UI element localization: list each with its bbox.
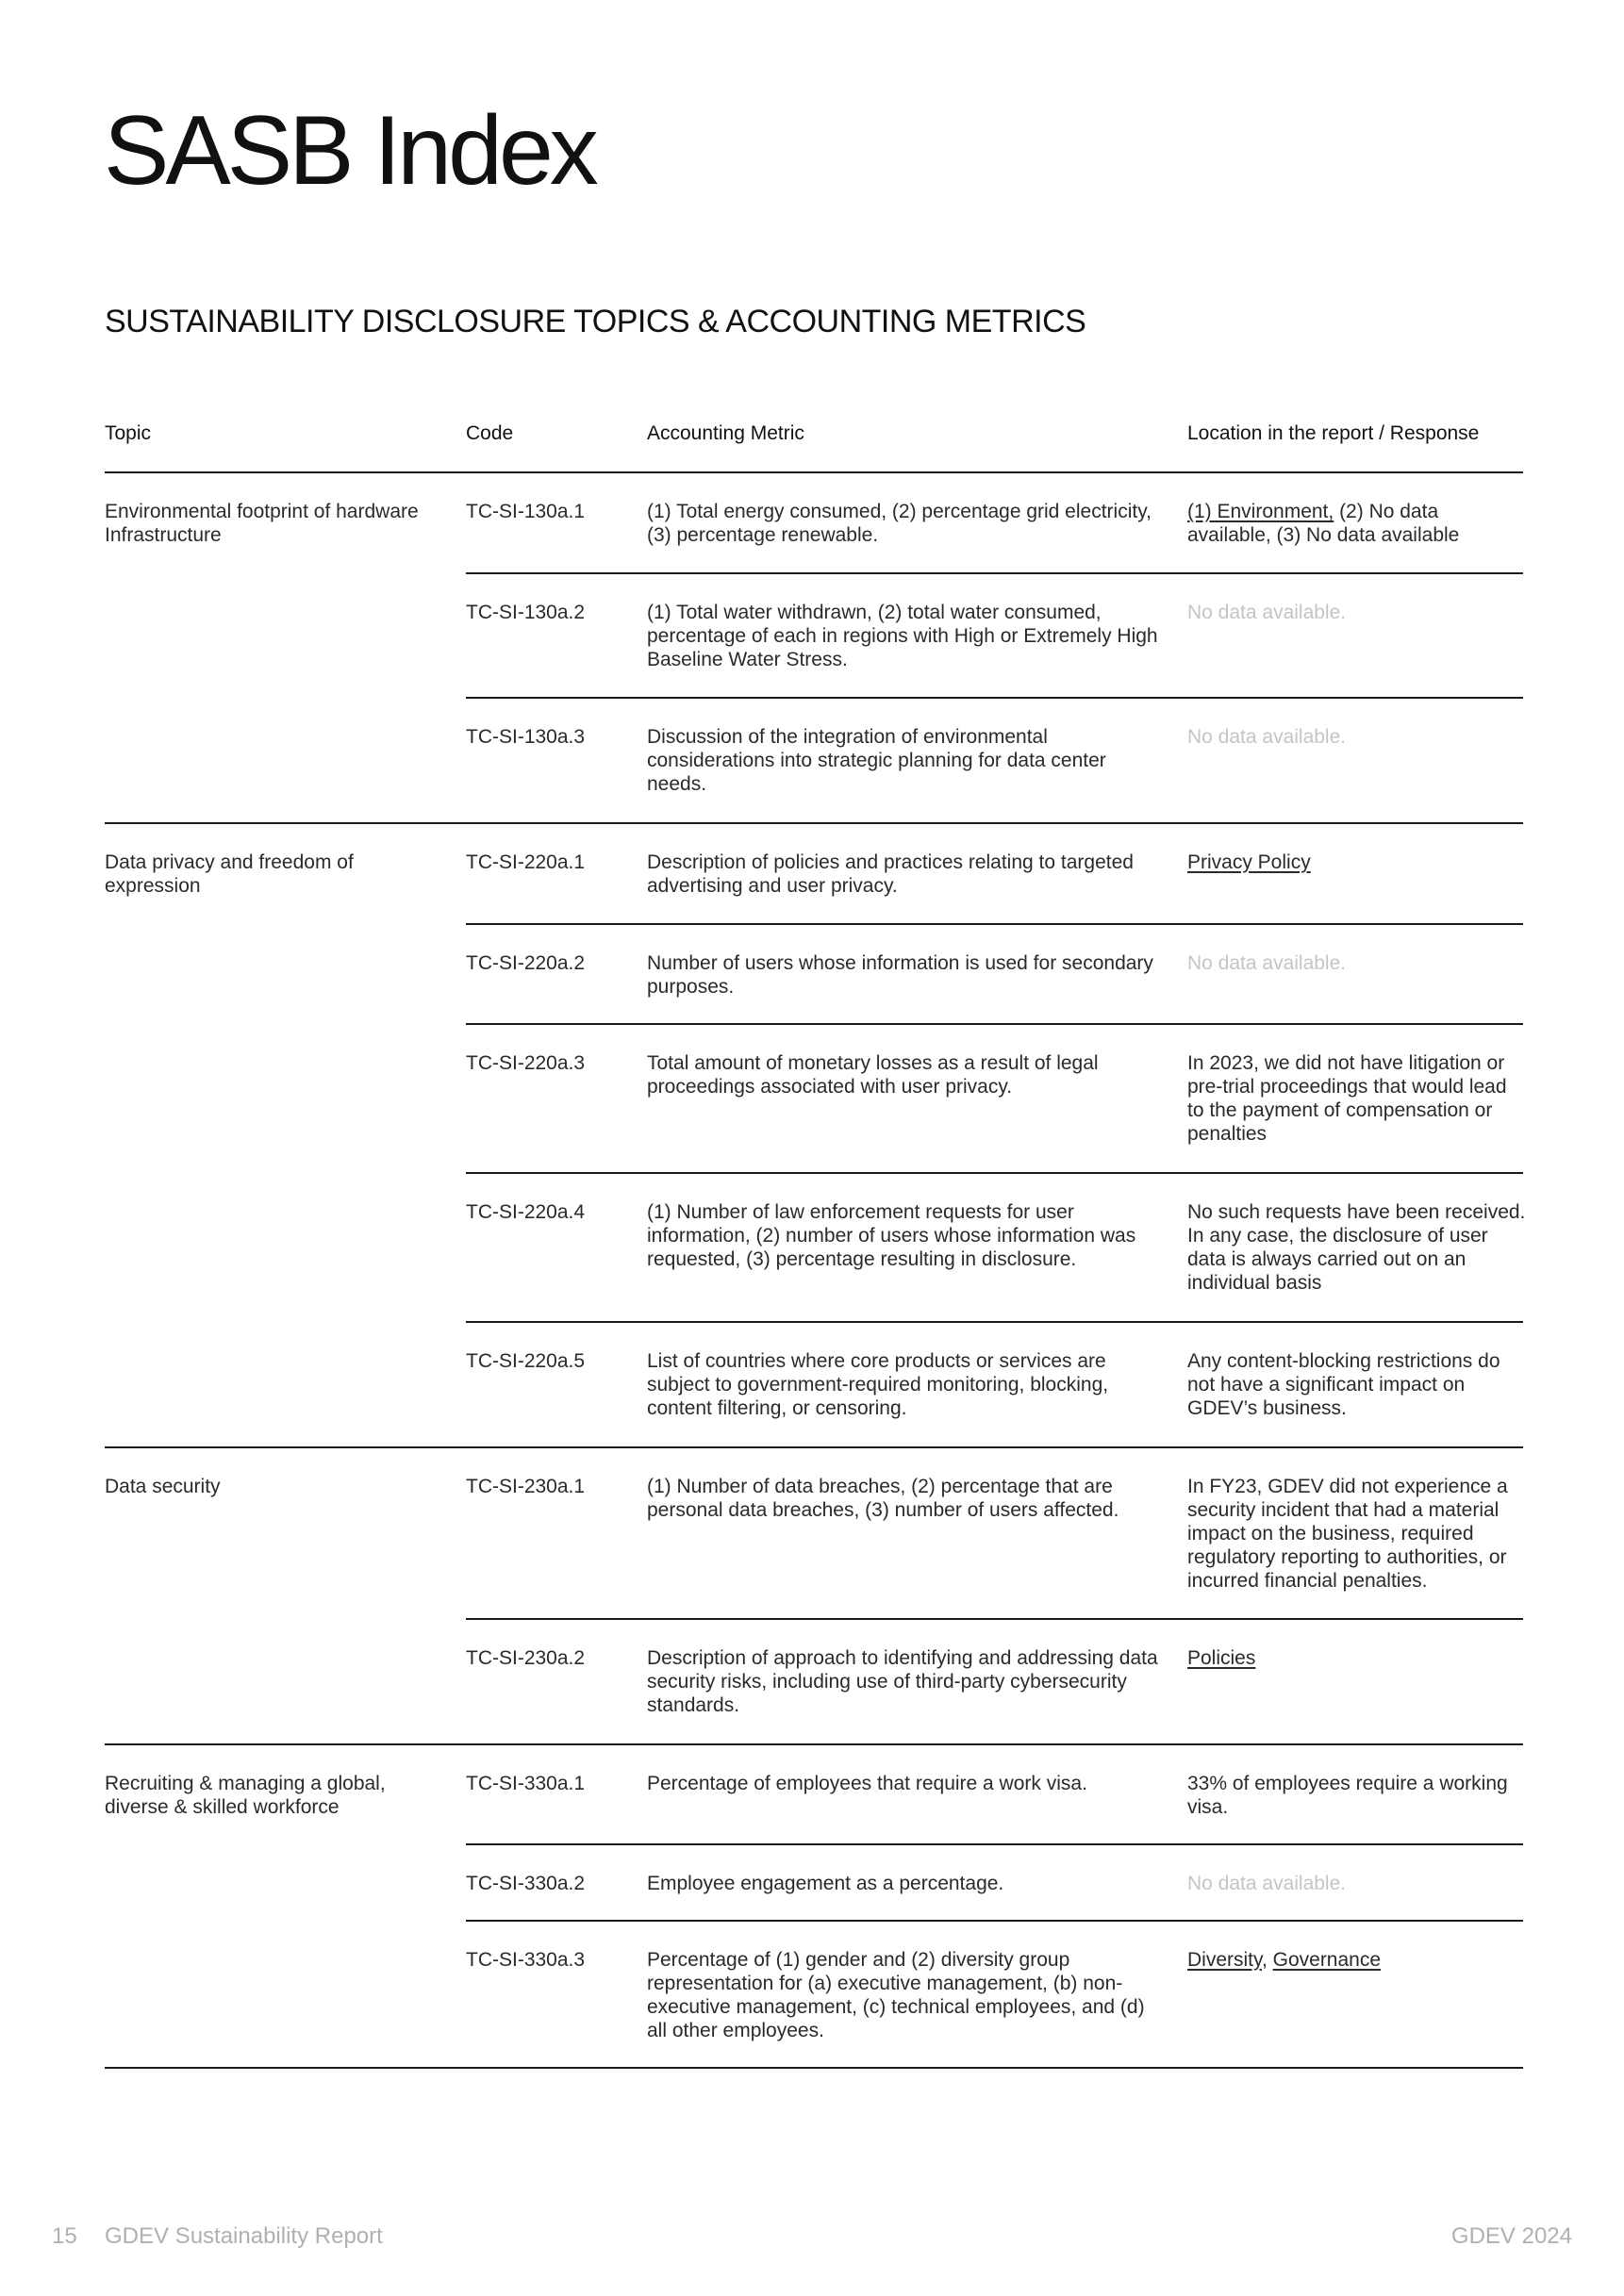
response-cell: [1187, 1948, 1527, 1972]
code-cell: TC-SI-230a.1: [466, 1476, 586, 1497]
topic-cell: Data privacy and freedom of expression: [105, 851, 354, 897]
code-cell: TC-SI-130a.2: [466, 602, 586, 623]
metric-cell: Percentage of employees that require a work visa.: [647, 1773, 1087, 1794]
page-title: SASB Index: [104, 96, 595, 206]
code-cell: TC-SI-130a.3: [466, 726, 586, 748]
response-cell: No data available.: [1187, 952, 1347, 974]
table-bottom-divider: [105, 2067, 1523, 2069]
response-text: (2) No data available, (3) No data available: [1187, 501, 1460, 546]
topic-divider: [105, 822, 1523, 824]
environment-link[interactable]: (1) Environment,: [1187, 501, 1334, 522]
metric-cell: List of countries where core products or services are subject to government-required monitoring, blocking, content filtering, or censoring.: [647, 1350, 1109, 1419]
response-cell: Any content-blocking restrictions do not have a significant impact on GDEV’s business.: [1187, 1350, 1500, 1419]
header-response: Location in the report / Response: [1187, 422, 1480, 444]
page-number: 15: [52, 2223, 77, 2249]
row-divider: [466, 1618, 1523, 1620]
response-cell: No data available.: [1187, 602, 1347, 623]
metric-cell: Employee engagement as a percentage.: [647, 1873, 1004, 1894]
code-cell: TC-SI-220a.3: [466, 1052, 586, 1074]
metric-cell: Percentage of (1) gender and (2) diversity group representation for (a) executive management, (b) non-executive management, (c) technical employees, and (d) all other employees.: [647, 1949, 1145, 2041]
topic-cell: Environmental footprint of hardware Infrastructure: [105, 501, 419, 546]
code-cell: TC-SI-330a.1: [466, 1773, 586, 1794]
row-divider: [466, 1843, 1523, 1845]
metric-cell: (1) Total energy consumed, (2) percentage grid electricity, (3) percentage renewable.: [647, 501, 1152, 546]
metric-cell: Number of users whose information is used for secondary purposes.: [647, 952, 1153, 998]
response-cell: No data available.: [1187, 1873, 1347, 1894]
governance-link[interactable]: Governance: [1272, 1949, 1382, 1971]
response-cell: [1187, 500, 1527, 547]
row-divider: [466, 1172, 1523, 1174]
policies-link[interactable]: Policies: [1187, 1647, 1256, 1669]
code-cell: TC-SI-130a.1: [466, 501, 586, 522]
code-cell: TC-SI-220a.4: [466, 1201, 586, 1223]
code-cell: TC-SI-220a.2: [466, 952, 586, 974]
footer-report-name: GDEV Sustainability Report: [105, 2223, 383, 2249]
topic-divider: [105, 1446, 1523, 1448]
metric-cell: Discussion of the integration of environmental considerations into strategic planning for data center needs.: [647, 726, 1106, 795]
response-cell: In FY23, GDEV did not experience a security incident that had a material impact on the business, required regulatory reporting to authorities, or incurred financial penalties.: [1187, 1476, 1508, 1592]
row-divider: [466, 697, 1523, 699]
diversity-link[interactable]: Diversity: [1187, 1949, 1262, 1971]
response-cell: [1187, 851, 1527, 874]
metric-cell: (1) Number of law enforcement requests for user information, (2) number of users whose information was requested, (3) percentage resulting in disclosure.: [647, 1201, 1136, 1270]
row-divider: [466, 1023, 1523, 1025]
header-code: Code: [466, 422, 514, 444]
metric-cell: Total amount of monetary losses as a result of legal proceedings associated with user privacy.: [647, 1052, 1099, 1098]
response-cell: [1187, 1646, 1527, 1670]
code-cell: TC-SI-230a.2: [466, 1647, 586, 1669]
section-subtitle: SUSTAINABILITY DISCLOSURE TOPICS & ACCOUNTING METRICS: [105, 304, 1086, 339]
row-divider: [466, 1321, 1523, 1323]
header-topic: Topic: [105, 422, 152, 444]
metric-cell: Description of approach to identifying and addressing data security risks, including use of third-party cybersecurity standards.: [647, 1647, 1158, 1716]
code-cell: TC-SI-330a.3: [466, 1949, 586, 1971]
response-cell: No data available.: [1187, 726, 1347, 748]
topic-cell: Data security: [105, 1476, 221, 1497]
topic-divider: [105, 1743, 1523, 1745]
footer-right: GDEV 2024: [1450, 2223, 1572, 2249]
response-cell: 33% of employees require a working visa.: [1187, 1773, 1508, 1818]
row-divider: [466, 1920, 1523, 1922]
metric-cell: Description of policies and practices relating to targeted advertising and user privacy.: [647, 851, 1134, 897]
metric-cell: (1) Number of data breaches, (2) percentage that are personal data breaches, (3) number of users affected.: [647, 1476, 1119, 1521]
code-cell: TC-SI-220a.1: [466, 851, 586, 873]
code-cell: TC-SI-330a.2: [466, 1873, 586, 1894]
code-cell: TC-SI-220a.5: [466, 1350, 586, 1372]
topic-cell: Recruiting & managing a global, diverse & skilled workforce: [105, 1773, 386, 1818]
response-separator: ,: [1261, 1949, 1273, 1971]
header-divider: [105, 471, 1523, 473]
privacy-policy-link[interactable]: Privacy Policy: [1187, 851, 1311, 873]
metric-cell: (1) Total water withdrawn, (2) total water consumed, percentage of each in regions with High or Extremely High Baseline Water Stress.: [647, 602, 1158, 670]
header-metric: Accounting Metric: [647, 422, 804, 444]
response-cell: In 2023, we did not have litigation or pre-trial proceedings that would lead to the payment of compensation or penalties: [1187, 1052, 1507, 1145]
row-divider: [466, 572, 1523, 574]
response-cell: No such requests have been received. In any case, the disclosure of user data is always carried out on an individual basis: [1187, 1201, 1526, 1294]
row-divider: [466, 923, 1523, 925]
